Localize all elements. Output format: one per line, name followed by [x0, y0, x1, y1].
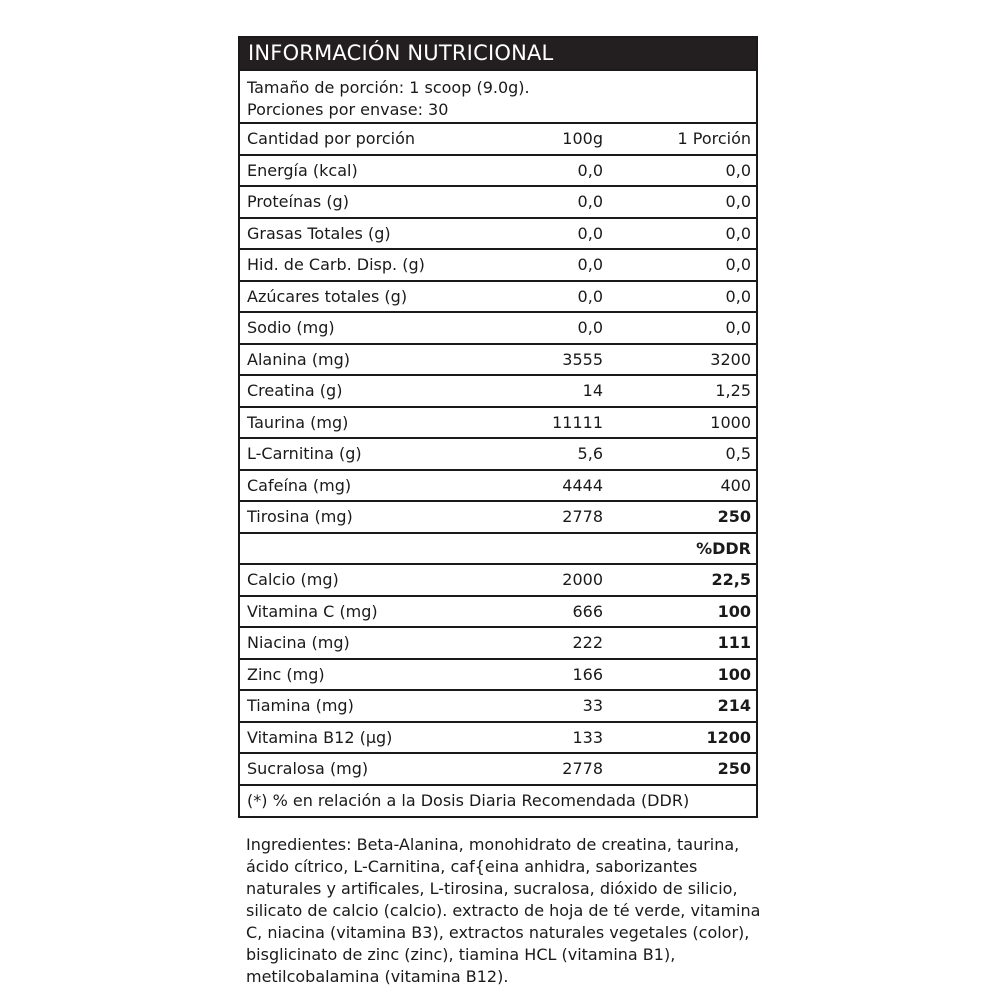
row-value-portion: 1000 — [710, 412, 751, 432]
row-value-100g: 0,0 — [577, 192, 603, 212]
row-value-100g: 3555 — [562, 349, 603, 369]
table-row — [240, 248, 756, 280]
row-value-portion: 3200 — [710, 349, 751, 369]
row-value-100g: 2778 — [562, 507, 603, 527]
row-label: Cafeína (mg) — [247, 475, 352, 495]
row-value-portion: 0,0 — [725, 286, 751, 306]
row-value-portion: 0,0 — [725, 160, 751, 180]
row-value-portion: 400 — [720, 475, 751, 495]
ingredients-text — [246, 834, 786, 988]
table-row — [240, 752, 756, 784]
row-value-portion: 1,25 — [715, 381, 751, 401]
row-label: Zinc (mg) — [247, 664, 325, 684]
row-label: Taurina (mg) — [247, 412, 349, 432]
row-label: Calcio (mg) — [247, 570, 339, 590]
row-value-100g: 0,0 — [577, 318, 603, 338]
ingredients-line: silicato de calcio (calcio). extracto de hoja de té verde, vitamina — [246, 901, 761, 920]
row-label: Creatina (g) — [247, 381, 343, 401]
row-value-portion: 250 — [717, 507, 751, 527]
row-value-100g: 14 — [582, 381, 603, 401]
row-value-portion: 250 — [717, 759, 751, 779]
serving-info — [240, 69, 756, 122]
serving-size: Tamaño de porción: 1 scoop (9.0g). — [247, 78, 530, 97]
column-header-row — [240, 122, 756, 154]
row-label: Vitamina B12 (µg) — [247, 727, 393, 747]
ingredients-line: ácido cítrico, L-Carnitina, caf{eina anhidra, saborizantes — [246, 857, 698, 876]
row-value-100g: 4444 — [562, 475, 603, 495]
table-row — [240, 563, 756, 595]
row-value-portion: 22,5 — [711, 570, 751, 590]
table-row — [240, 437, 756, 469]
table-row — [240, 595, 756, 627]
table-row — [240, 500, 756, 532]
table-row — [240, 626, 756, 658]
row-label: Grasas Totales (g) — [247, 223, 391, 243]
row-value-portion: 0,0 — [725, 223, 751, 243]
servings-per-container: Porciones por envase: 30 — [247, 100, 449, 119]
ingredients-line: C, niacina (vitamina B3), extractos naturales vegetales (color), — [246, 923, 750, 942]
row-value-100g: 11111 — [552, 412, 603, 432]
ddr-header: %DDR — [696, 538, 751, 558]
row-value-portion: 0,5 — [725, 444, 751, 464]
ingredients-line: naturales y artificales, L-tirosina, sucralosa, dióxido de silicio, — [246, 879, 738, 898]
row-label: Hid. de Carb. Disp. (g) — [247, 255, 425, 275]
row-label: Sodio (mg) — [247, 318, 335, 338]
table-row — [240, 658, 756, 690]
row-label: Alanina (mg) — [247, 349, 351, 369]
ingredients-line: Ingredientes: Beta-Alanina, monohidrato de creatina, taurina, — [246, 835, 740, 854]
row-label: Sucralosa (mg) — [247, 759, 369, 779]
table-row — [240, 343, 756, 375]
table-row — [240, 280, 756, 312]
row-value-100g: 33 — [582, 696, 603, 716]
table-row — [240, 469, 756, 501]
column-label-amount: Cantidad por porción — [247, 129, 415, 149]
row-value-portion: 214 — [717, 696, 751, 716]
table-row — [240, 689, 756, 721]
row-label: Tirosina (mg) — [247, 507, 353, 527]
row-label: L-Carnitina (g) — [247, 444, 362, 464]
ingredients-line: metilcobalamina (vitamina B12). — [246, 967, 509, 986]
ddr-header-row — [240, 532, 756, 564]
row-label: Energía (kcal) — [247, 160, 358, 180]
ddr-rows — [240, 563, 756, 784]
footnote: (*) % en relación a la Dosis Diaria Recomendada (DDR) — [240, 784, 756, 816]
row-value-portion: 100 — [717, 664, 751, 684]
row-value-100g: 0,0 — [577, 160, 603, 180]
row-value-portion: 0,0 — [725, 192, 751, 212]
row-value-portion: 1200 — [706, 727, 751, 747]
row-value-portion: 111 — [717, 633, 751, 653]
nutrient-rows — [240, 154, 756, 532]
row-label: Proteínas (g) — [247, 192, 349, 212]
row-value-portion: 0,0 — [725, 255, 751, 275]
row-value-100g: 2778 — [562, 759, 603, 779]
row-label: Azúcares totales (g) — [247, 286, 408, 306]
column-label-portion: 1 Porción — [677, 129, 751, 149]
row-label: Tiamina (mg) — [247, 696, 354, 716]
row-value-100g: 133 — [572, 727, 603, 747]
table-row — [240, 311, 756, 343]
table-row — [240, 217, 756, 249]
row-value-100g: 222 — [572, 633, 603, 653]
row-label: Vitamina C (mg) — [247, 601, 378, 621]
row-value-portion: 0,0 — [725, 318, 751, 338]
table-row — [240, 406, 756, 438]
table-row — [240, 374, 756, 406]
row-value-100g: 5,6 — [577, 444, 603, 464]
table-row — [240, 154, 756, 186]
row-value-100g: 0,0 — [577, 286, 603, 306]
table-row — [240, 721, 756, 753]
column-label-100g: 100g — [562, 129, 603, 149]
row-value-portion: 100 — [717, 601, 751, 621]
row-value-100g: 0,0 — [577, 223, 603, 243]
ingredients-line: bisglicinato de zinc (zinc), tiamina HCL (vitamina B1), — [246, 945, 676, 964]
table-row — [240, 185, 756, 217]
row-value-100g: 2000 — [562, 570, 603, 590]
nutrition-facts-panel — [238, 36, 758, 818]
panel-title: INFORMACIÓN NUTRICIONAL — [240, 38, 756, 69]
row-value-100g: 0,0 — [577, 255, 603, 275]
row-label: Niacina (mg) — [247, 633, 350, 653]
row-value-100g: 166 — [572, 664, 603, 684]
row-value-100g: 666 — [572, 601, 603, 621]
